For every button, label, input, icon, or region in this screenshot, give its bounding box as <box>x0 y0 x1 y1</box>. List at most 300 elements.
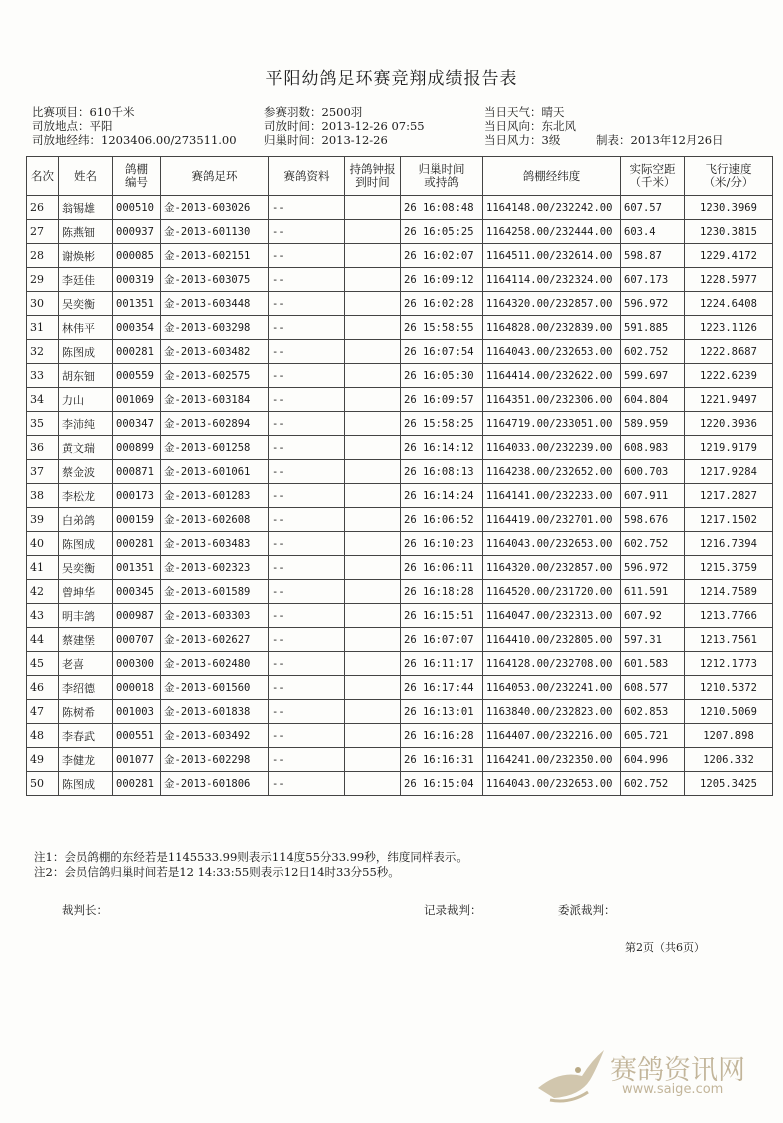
cell-arrival-time: 26 16:09:12 <box>401 268 483 292</box>
cell-ring: 金-2013-603298 <box>161 316 269 340</box>
cell-ring: 金-2013-603184 <box>161 388 269 412</box>
cell-clock-time <box>345 604 401 628</box>
cell-pigeon-info: -- <box>269 340 345 364</box>
table-row <box>27 700 773 724</box>
cell-rank: 50 <box>27 772 59 796</box>
cell-distance: 602.752 <box>621 772 685 796</box>
cell-pigeon-info: -- <box>269 484 345 508</box>
cell-loft-number: 000707 <box>113 628 161 652</box>
cell-pigeon-info: -- <box>269 748 345 772</box>
cell-distance: 602.752 <box>621 532 685 556</box>
cell-coordinates: 1164414.00/232622.00 <box>483 364 621 388</box>
cell-speed: 1230.3969 <box>685 196 773 220</box>
cell-rank: 27 <box>27 220 59 244</box>
cell-clock-time <box>345 316 401 340</box>
cell-speed: 1229.4172 <box>685 244 773 268</box>
cell-ring: 金-2013-601258 <box>161 436 269 460</box>
header-coordinates: 鸽棚经纬度 <box>483 157 621 196</box>
cell-speed: 1222.8687 <box>685 340 773 364</box>
chief-judge-label: 裁判长： <box>62 903 108 917</box>
cell-distance: 605.721 <box>621 724 685 748</box>
cell-rank: 48 <box>27 724 59 748</box>
cell-rank: 35 <box>27 412 59 436</box>
cell-clock-time <box>345 196 401 220</box>
cell-coordinates: 1164407.00/232216.00 <box>483 724 621 748</box>
cell-distance: 596.972 <box>621 556 685 580</box>
info-release-coords: 司放地经纬：1203406.00/273511.00 <box>32 133 237 147</box>
header-rank: 名次 <box>27 157 59 196</box>
cell-clock-time <box>345 460 401 484</box>
cell-loft-number: 001351 <box>113 556 161 580</box>
cell-pigeon-info: -- <box>269 436 345 460</box>
cell-ring: 金-2013-601806 <box>161 772 269 796</box>
cell-speed: 1214.7589 <box>685 580 773 604</box>
cell-coordinates: 1164410.00/232805.00 <box>483 628 621 652</box>
cell-coordinates: 1164511.00/232614.00 <box>483 244 621 268</box>
header-distance <box>621 157 685 196</box>
cell-loft-number: 000937 <box>113 220 161 244</box>
cell-distance: 589.959 <box>621 412 685 436</box>
cell-loft-number: 000559 <box>113 364 161 388</box>
cell-distance: 599.697 <box>621 364 685 388</box>
cell-clock-time <box>345 220 401 244</box>
cell-loft-number: 000173 <box>113 484 161 508</box>
cell-coordinates: 1164148.00/232242.00 <box>483 196 621 220</box>
cell-arrival-time: 26 15:58:25 <box>401 412 483 436</box>
cell-ring: 金-2013-601838 <box>161 700 269 724</box>
cell-pigeon-info: -- <box>269 316 345 340</box>
info-return-date: 归巢时间：2013-12-26 <box>264 133 388 147</box>
cell-clock-time <box>345 436 401 460</box>
cell-loft-number: 000347 <box>113 412 161 436</box>
cell-name: 林伟平 <box>59 316 113 340</box>
cell-ring: 金-2013-603026 <box>161 196 269 220</box>
cell-ring: 金-2013-602480 <box>161 652 269 676</box>
table-body <box>27 196 773 796</box>
cell-ring: 金-2013-602151 <box>161 244 269 268</box>
table-row <box>27 772 773 796</box>
cell-rank: 49 <box>27 748 59 772</box>
header-speed <box>685 157 773 196</box>
cell-distance: 591.885 <box>621 316 685 340</box>
cell-pigeon-info: -- <box>269 244 345 268</box>
cell-ring: 金-2013-602298 <box>161 748 269 772</box>
cell-coordinates: 1164043.00/232653.00 <box>483 532 621 556</box>
cell-rank: 40 <box>27 532 59 556</box>
cell-clock-time <box>345 292 401 316</box>
cell-coordinates: 1164238.00/232652.00 <box>483 460 621 484</box>
cell-rank: 41 <box>27 556 59 580</box>
cell-name: 明丰鸽 <box>59 604 113 628</box>
cell-speed: 1212.1773 <box>685 652 773 676</box>
cell-arrival-time: 26 16:16:28 <box>401 724 483 748</box>
cell-pigeon-info: -- <box>269 652 345 676</box>
cell-speed: 1217.9284 <box>685 460 773 484</box>
cell-speed: 1213.7561 <box>685 628 773 652</box>
cell-clock-time <box>345 748 401 772</box>
cell-speed: 1217.2827 <box>685 484 773 508</box>
cell-loft-number: 000551 <box>113 724 161 748</box>
cell-loft-number: 000281 <box>113 772 161 796</box>
cell-clock-time <box>345 412 401 436</box>
cell-rank: 38 <box>27 484 59 508</box>
table-row <box>27 436 773 460</box>
cell-coordinates: 1164419.00/232701.00 <box>483 508 621 532</box>
header-pigeon-info: 赛鸽资料 <box>269 157 345 196</box>
cell-name: 谢焕彬 <box>59 244 113 268</box>
cell-arrival-time: 26 16:16:31 <box>401 748 483 772</box>
cell-arrival-time: 26 16:13:01 <box>401 700 483 724</box>
cell-clock-time <box>345 388 401 412</box>
page-number: 第2页（共6页） <box>625 941 705 954</box>
cell-coordinates: 1164047.00/232313.00 <box>483 604 621 628</box>
cell-coordinates: 1164053.00/232241.00 <box>483 676 621 700</box>
cell-distance: 598.676 <box>621 508 685 532</box>
cell-name: 陈图成 <box>59 340 113 364</box>
cell-distance: 607.911 <box>621 484 685 508</box>
cell-clock-time <box>345 508 401 532</box>
cell-name: 白弟鸽 <box>59 508 113 532</box>
cell-clock-time <box>345 676 401 700</box>
cell-distance: 597.31 <box>621 628 685 652</box>
results-table <box>26 156 773 796</box>
info-weather: 当日天气：晴天 <box>484 105 565 119</box>
table-row <box>27 604 773 628</box>
header-distance-text: 实际空距（千米） <box>629 162 676 189</box>
cell-rank: 33 <box>27 364 59 388</box>
cell-clock-time <box>345 556 401 580</box>
cell-ring: 金-2013-603483 <box>161 532 269 556</box>
cell-loft-number: 000159 <box>113 508 161 532</box>
table-row <box>27 316 773 340</box>
cell-coordinates: 1164114.00/232324.00 <box>483 268 621 292</box>
cell-clock-time <box>345 268 401 292</box>
cell-ring: 金-2013-601589 <box>161 580 269 604</box>
cell-rank: 34 <box>27 388 59 412</box>
cell-distance: 602.752 <box>621 340 685 364</box>
header-clock-time <box>345 157 401 196</box>
table-row <box>27 652 773 676</box>
cell-pigeon-info: -- <box>269 508 345 532</box>
cell-name: 吴奕衡 <box>59 556 113 580</box>
cell-loft-number: 001351 <box>113 292 161 316</box>
dispatched-judge-label: 委派裁判： <box>558 903 616 917</box>
cell-name: 李春武 <box>59 724 113 748</box>
cell-name: 李松龙 <box>59 484 113 508</box>
cell-ring: 金-2013-603492 <box>161 724 269 748</box>
cell-name: 陈图成 <box>59 532 113 556</box>
cell-name: 李绍德 <box>59 676 113 700</box>
watermark-text: 赛鸽资讯网 <box>610 1055 745 1086</box>
cell-loft-number: 000281 <box>113 340 161 364</box>
info-entries: 参赛羽数：2500羽 <box>264 105 363 119</box>
cell-pigeon-info: -- <box>269 604 345 628</box>
cell-name: 李沛纯 <box>59 412 113 436</box>
cell-clock-time <box>345 628 401 652</box>
cell-coordinates: 1164320.00/232857.00 <box>483 556 621 580</box>
cell-distance: 607.57 <box>621 196 685 220</box>
header-loft-number <box>113 157 161 196</box>
table-row <box>27 244 773 268</box>
cell-name: 力山 <box>59 388 113 412</box>
table-row <box>27 532 773 556</box>
cell-rank: 32 <box>27 340 59 364</box>
cell-distance: 602.853 <box>621 700 685 724</box>
cell-loft-number: 001003 <box>113 700 161 724</box>
header-name: 姓名 <box>59 157 113 196</box>
cell-speed: 1215.3759 <box>685 556 773 580</box>
cell-loft-number: 000018 <box>113 676 161 700</box>
cell-pigeon-info: -- <box>269 292 345 316</box>
note-1: 注1：会员鸽棚的东经若是1145533.99则表示114度55分33.99秒，纬度同样表示。 <box>34 850 468 864</box>
cell-speed: 1213.7766 <box>685 604 773 628</box>
cell-rank: 29 <box>27 268 59 292</box>
info-release-time: 司放时间：2013-12-26 07:55 <box>264 119 425 133</box>
cell-loft-number: 000899 <box>113 436 161 460</box>
cell-arrival-time: 26 16:14:12 <box>401 436 483 460</box>
cell-speed: 1205.3425 <box>685 772 773 796</box>
cell-distance: 607.92 <box>621 604 685 628</box>
cell-ring: 金-2013-601283 <box>161 484 269 508</box>
cell-loft-number: 000319 <box>113 268 161 292</box>
cell-arrival-time: 26 15:58:55 <box>401 316 483 340</box>
cell-rank: 39 <box>27 508 59 532</box>
cell-arrival-time: 26 16:07:54 <box>401 340 483 364</box>
header-arrival-time <box>401 157 483 196</box>
cell-loft-number: 000871 <box>113 460 161 484</box>
cell-ring: 金-2013-602608 <box>161 508 269 532</box>
cell-clock-time <box>345 340 401 364</box>
cell-arrival-time: 26 16:05:30 <box>401 364 483 388</box>
cell-name: 蔡金波 <box>59 460 113 484</box>
cell-ring: 金-2013-602894 <box>161 412 269 436</box>
cell-distance: 607.173 <box>621 268 685 292</box>
cell-distance: 598.87 <box>621 244 685 268</box>
report-title: 平阳幼鸽足环赛竞翔成绩报告表 <box>265 69 518 89</box>
cell-rank: 46 <box>27 676 59 700</box>
cell-arrival-time: 26 16:02:07 <box>401 244 483 268</box>
cell-arrival-time: 26 16:08:13 <box>401 460 483 484</box>
cell-distance: 603.4 <box>621 220 685 244</box>
cell-pigeon-info: -- <box>269 412 345 436</box>
cell-distance: 601.583 <box>621 652 685 676</box>
cell-name: 胡东钿 <box>59 364 113 388</box>
cell-pigeon-info: -- <box>269 220 345 244</box>
cell-clock-time <box>345 700 401 724</box>
cell-clock-time <box>345 772 401 796</box>
cell-pigeon-info: -- <box>269 580 345 604</box>
cell-speed: 1222.6239 <box>685 364 773 388</box>
table-row <box>27 556 773 580</box>
info-wind-force: 当日风力：3级 <box>484 133 561 147</box>
table-row <box>27 292 773 316</box>
cell-pigeon-info: -- <box>269 676 345 700</box>
table-row <box>27 508 773 532</box>
cell-arrival-time: 26 16:14:24 <box>401 484 483 508</box>
cell-loft-number: 001069 <box>113 388 161 412</box>
info-made-date: 制表：2013年12月26日 <box>596 133 724 147</box>
cell-arrival-time: 26 16:05:25 <box>401 220 483 244</box>
cell-coordinates: 1164043.00/232653.00 <box>483 772 621 796</box>
table-row <box>27 196 773 220</box>
cell-speed: 1223.1126 <box>685 316 773 340</box>
cell-rank: 43 <box>27 604 59 628</box>
note-2: 注2：会员信鸽归巢时间若是12 14:33:55则表示12日14时33分55秒。 <box>34 865 400 879</box>
cell-name: 黄文瑞 <box>59 436 113 460</box>
table-row <box>27 580 773 604</box>
cell-loft-number: 000345 <box>113 580 161 604</box>
cell-coordinates: 1164351.00/232306.00 <box>483 388 621 412</box>
cell-ring: 金-2013-603482 <box>161 340 269 364</box>
cell-arrival-time: 26 16:07:07 <box>401 628 483 652</box>
table-row <box>27 724 773 748</box>
watermark-url: www.saige.com <box>622 1082 724 1097</box>
header-loft-text: 鸽棚编号 <box>125 162 148 189</box>
cell-clock-time <box>345 244 401 268</box>
cell-rank: 30 <box>27 292 59 316</box>
table-row <box>27 748 773 772</box>
cell-pigeon-info: -- <box>269 460 345 484</box>
cell-name: 吴奕衡 <box>59 292 113 316</box>
cell-loft-number: 000987 <box>113 604 161 628</box>
cell-distance: 608.983 <box>621 436 685 460</box>
cell-loft-number: 001077 <box>113 748 161 772</box>
cell-distance: 596.972 <box>621 292 685 316</box>
cell-arrival-time: 26 16:09:57 <box>401 388 483 412</box>
cell-name: 陈图成 <box>59 772 113 796</box>
notes <box>34 850 468 880</box>
cell-pigeon-info: -- <box>269 772 345 796</box>
cell-speed: 1206.332 <box>685 748 773 772</box>
cell-name: 翁锡雄 <box>59 196 113 220</box>
table-row <box>27 628 773 652</box>
cell-speed: 1228.5977 <box>685 268 773 292</box>
cell-loft-number: 000300 <box>113 652 161 676</box>
cell-arrival-time: 26 16:06:52 <box>401 508 483 532</box>
cell-distance: 608.577 <box>621 676 685 700</box>
cell-name: 蔡建堡 <box>59 628 113 652</box>
info-race-item: 比赛项目：610千米 <box>32 105 135 119</box>
cell-pigeon-info: -- <box>269 364 345 388</box>
header-ring: 赛鸽足环 <box>161 157 269 196</box>
cell-name: 老喜 <box>59 652 113 676</box>
cell-ring: 金-2013-602575 <box>161 364 269 388</box>
header-arrival-text: 归巢时间或持鸽 <box>418 162 465 189</box>
cell-name: 李健龙 <box>59 748 113 772</box>
cell-pigeon-info: -- <box>269 532 345 556</box>
cell-pigeon-info: -- <box>269 388 345 412</box>
cell-clock-time <box>345 484 401 508</box>
cell-rank: 31 <box>27 316 59 340</box>
table-row <box>27 484 773 508</box>
table-row <box>27 364 773 388</box>
cell-speed: 1230.3815 <box>685 220 773 244</box>
cell-pigeon-info: -- <box>269 700 345 724</box>
cell-clock-time <box>345 532 401 556</box>
cell-arrival-time: 26 16:17:44 <box>401 676 483 700</box>
cell-speed: 1210.5069 <box>685 700 773 724</box>
cell-coordinates: 1164241.00/232350.00 <box>483 748 621 772</box>
cell-name: 陈燕钿 <box>59 220 113 244</box>
cell-rank: 45 <box>27 652 59 676</box>
cell-clock-time <box>345 724 401 748</box>
cell-rank: 37 <box>27 460 59 484</box>
cell-coordinates: 1164043.00/232653.00 <box>483 340 621 364</box>
cell-rank: 44 <box>27 628 59 652</box>
cell-speed: 1221.9497 <box>685 388 773 412</box>
table-row <box>27 412 773 436</box>
cell-loft-number: 000354 <box>113 316 161 340</box>
cell-pigeon-info: -- <box>269 196 345 220</box>
cell-name: 曾坤华 <box>59 580 113 604</box>
cell-coordinates: 1164141.00/232233.00 <box>483 484 621 508</box>
cell-arrival-time: 26 16:08:48 <box>401 196 483 220</box>
info-release-place: 司放地点：平阳 <box>32 119 113 133</box>
cell-pigeon-info: -- <box>269 268 345 292</box>
cell-speed: 1220.3936 <box>685 412 773 436</box>
cell-distance: 604.996 <box>621 748 685 772</box>
table-row <box>27 220 773 244</box>
table-header-row <box>27 157 773 196</box>
cell-arrival-time: 26 16:06:11 <box>401 556 483 580</box>
cell-ring: 金-2013-603075 <box>161 268 269 292</box>
table-row <box>27 676 773 700</box>
cell-arrival-time: 26 16:15:04 <box>401 772 483 796</box>
cell-arrival-time: 26 16:10:23 <box>401 532 483 556</box>
cell-speed: 1216.7394 <box>685 532 773 556</box>
cell-ring: 金-2013-603303 <box>161 604 269 628</box>
cell-ring: 金-2013-602627 <box>161 628 269 652</box>
table-row <box>27 268 773 292</box>
info-wind-direction: 当日风向：东北风 <box>484 119 576 133</box>
cell-coordinates: 1164128.00/232708.00 <box>483 652 621 676</box>
table-row <box>27 460 773 484</box>
cell-clock-time <box>345 580 401 604</box>
cell-loft-number: 000281 <box>113 532 161 556</box>
cell-arrival-time: 26 16:02:28 <box>401 292 483 316</box>
cell-rank: 42 <box>27 580 59 604</box>
cell-arrival-time: 26 16:15:51 <box>401 604 483 628</box>
header-clock-text: 持鸽钟报到时间 <box>349 162 396 189</box>
cell-arrival-time: 26 16:18:28 <box>401 580 483 604</box>
cell-ring: 金-2013-601560 <box>161 676 269 700</box>
cell-coordinates: 1164719.00/233051.00 <box>483 412 621 436</box>
cell-pigeon-info: -- <box>269 724 345 748</box>
cell-ring: 金-2013-601061 <box>161 460 269 484</box>
cell-speed: 1217.1502 <box>685 508 773 532</box>
cell-clock-time <box>345 652 401 676</box>
cell-clock-time <box>345 364 401 388</box>
cell-speed: 1224.6408 <box>685 292 773 316</box>
cell-rank: 47 <box>27 700 59 724</box>
cell-speed: 1210.5372 <box>685 676 773 700</box>
cell-speed: 1219.9179 <box>685 436 773 460</box>
cell-coordinates: 1164828.00/232839.00 <box>483 316 621 340</box>
cell-pigeon-info: -- <box>269 628 345 652</box>
cell-distance: 611.591 <box>621 580 685 604</box>
cell-loft-number: 000085 <box>113 244 161 268</box>
cell-rank: 28 <box>27 244 59 268</box>
table-row <box>27 340 773 364</box>
cell-rank: 26 <box>27 196 59 220</box>
cell-coordinates: 1164258.00/232444.00 <box>483 220 621 244</box>
cell-name: 李廷佳 <box>59 268 113 292</box>
cell-name: 陈树希 <box>59 700 113 724</box>
record-judge-label: 记录裁判： <box>424 903 482 917</box>
cell-coordinates: 1164320.00/232857.00 <box>483 292 621 316</box>
cell-coordinates: 1164033.00/232239.00 <box>483 436 621 460</box>
cell-loft-number: 000510 <box>113 196 161 220</box>
